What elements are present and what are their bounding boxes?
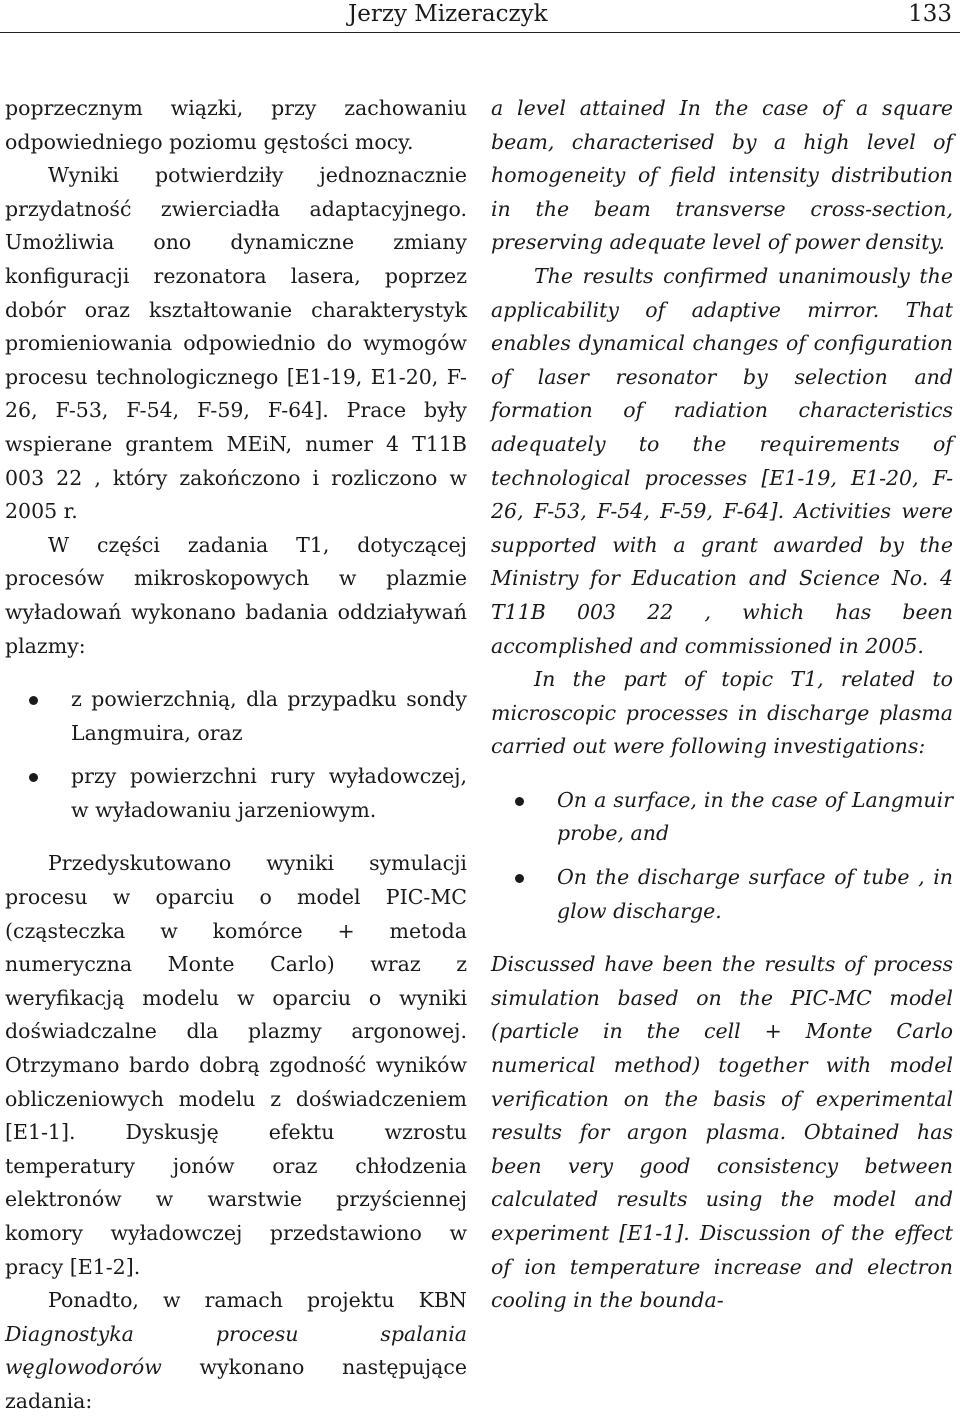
polish-paragraph-1: poprzecznym wiązki, przy zachowaniu odpowiedniego poziomu gęstości mocy. bbox=[5, 96, 467, 154]
running-head-author: Jerzy Mizeraczyk bbox=[348, 1, 548, 27]
polish-bullet-list bbox=[5, 683, 467, 827]
english-paragraph-4: Discussed have been the results of process simulation based on the PIC-MC model (particle in the cell + Monte Carlo numerical method) together with model verification on the basis of experimental results for argon plasma. Obtained has been very good consistency between calculated results using the model and experiment [E1-1]. Discussion of the effect of ion temperature increase and electron cooling in the bounda- bbox=[491, 952, 953, 1313]
polish-paragraph-2: Wyniki potwierdziły jednoznacznie przydatność zwierciadła adaptacyjnego. Umożliwia ono dynamiczne zmiany konfiguracji rezonatora lasera, poprzez dobór oraz kształtowanie charakterystyk promieniowania odpowiednio do wymogów procesu technologicznego [E1-19, E1-20, F-26, F-53, F-54, F-59, F-64]. Prace były wspierane grantem MEiN, numer 4 T11B 003 22 , który zakończono i rozliczono w 2005 r. bbox=[5, 163, 467, 524]
polish-paragraph-5-end: wykonano następujące zadania: bbox=[5, 1355, 467, 1413]
polish-paragraph-5 bbox=[5, 1284, 467, 1418]
polish-paragraph-5-start: Ponadto, w ramach projektu KBN bbox=[48, 1288, 467, 1313]
english-bullet-text: On the discharge surface of tube , in glow discharge. bbox=[557, 865, 953, 923]
polish-paragraph-3: W części zadania T1, dotyczącej procesów mikroskopowych w plazmie wyładowań wykonano badania oddziaływań plazmy: bbox=[5, 532, 467, 658]
polish-bullet-item bbox=[5, 760, 467, 827]
english-bullet-item bbox=[491, 784, 953, 851]
polish-bullet-item bbox=[5, 683, 467, 750]
bullet-dot-icon bbox=[29, 773, 38, 782]
english-column bbox=[491, 92, 953, 1318]
english-paragraph-3: In the part of topic T1, related to microscopic processes in discharge plasma carried out were following investigations: bbox=[491, 667, 953, 759]
english-bullet-text: On a surface, in the case of Langmuir probe, and bbox=[557, 787, 953, 846]
running-head bbox=[0, 0, 960, 33]
polish-column bbox=[5, 92, 467, 1419]
polish-bullet-text: przy powierzchni rury wyładowczej, w wyładowaniu jarzeniowym. bbox=[71, 764, 467, 822]
polish-project-title: Diagnostyka procesu spalania węglowodorów bbox=[5, 1321, 467, 1380]
english-paragraph-2: The results confirmed unanimously the applicability of adaptive mirror. That enables dynamical changes of configuration of laser resonator by selection and formation of radiation characteristics adequately to the requirements of technological processes [E1-19, E1-20, F-26, F-53, F-54, F-59, F-64]. Activities were supported with a grant awarded by the Ministry for Education and Science No. 4 T11B 003 22 , which has been accomplished and commissioned in 2005. bbox=[491, 263, 953, 658]
page-number: 133 bbox=[908, 1, 952, 27]
bullet-dot-icon bbox=[515, 874, 524, 883]
polish-bullet-text: z powierzchnią, dla przypadku sondy Langmuira, oraz bbox=[71, 687, 467, 745]
english-bullet-list bbox=[491, 784, 953, 928]
bullet-dot-icon bbox=[515, 797, 524, 806]
english-bullet-item bbox=[491, 861, 953, 928]
bullet-dot-icon bbox=[29, 696, 38, 705]
english-paragraph-1: a level attained In the case of a square beam, characterised by a high level of homogeneity of field intensity distribution in the beam transverse cross-section, preserving adequate level of power density. bbox=[491, 96, 953, 255]
polish-paragraph-4: Przedyskutowano wyniki symulacji procesu w oparciu o model PIC-MC (cząsteczka w komórce + metoda numeryczna Monte Carlo) wraz z weryfikacją modelu w oparciu o wyniki doświadczalne dla plazmy argonowej. Otrzymano bardo dobrą zgodność wyników obliczeniowych modelu z doświadczeniem [E1-1]. Dyskusję efektu wzrostu temperatury jonów oraz chłodzenia elektronów w warstwie przyściennej komory wyładowczej przedstawiono w pracy [E1-2]. bbox=[5, 851, 467, 1279]
